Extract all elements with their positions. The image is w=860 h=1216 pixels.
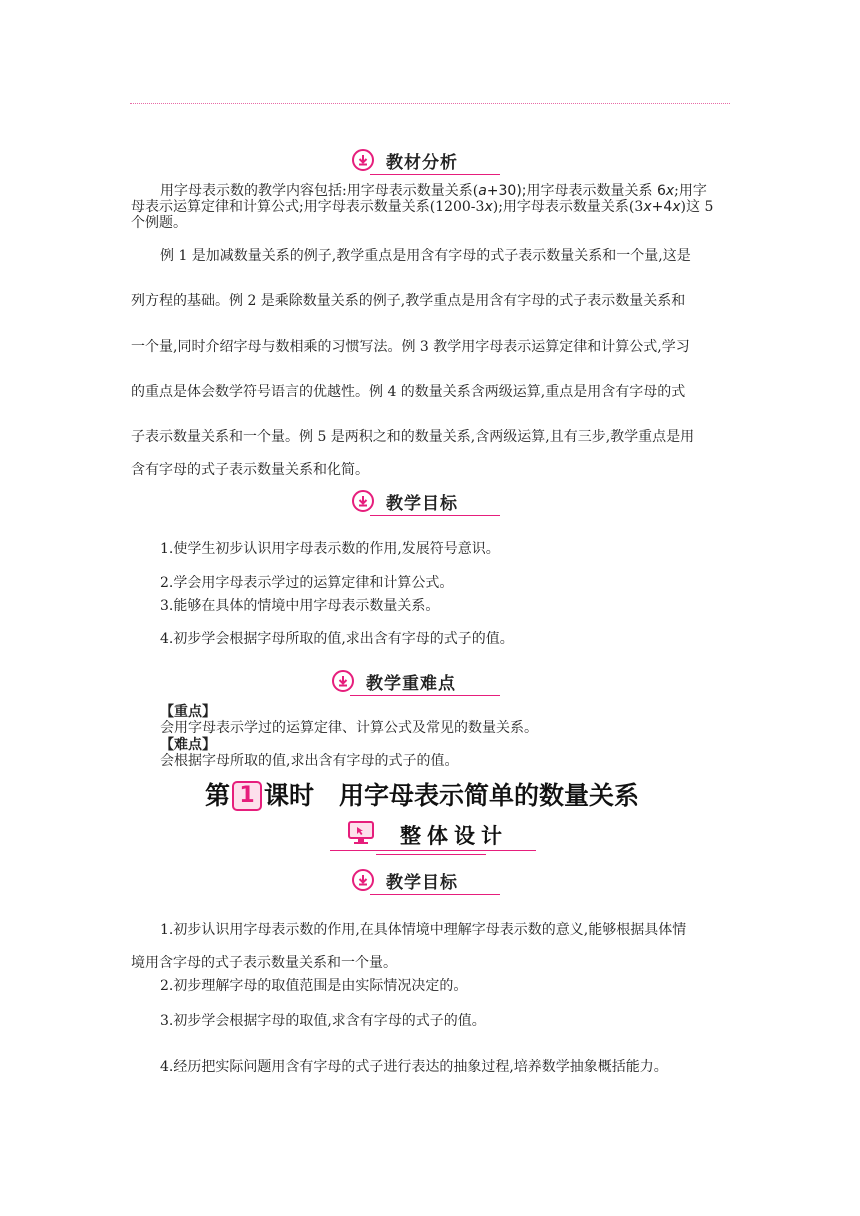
analysis-example-line-2: 列方程的基础。例 2 是乘除数量关系的例子,教学重点是用含有字母的式子表示数量关系和: [131, 293, 686, 309]
difficult-point-text: 会根据字母所取的值,求出含有字母的式子的值。: [160, 753, 459, 769]
download-arrow-icon: [352, 869, 374, 891]
section-underline: [350, 695, 500, 696]
analysis-intro-line-3: 个例题。: [131, 215, 187, 231]
download-arrow-icon: [352, 490, 374, 512]
section-title: 教材分析: [386, 153, 458, 173]
lesson-title: [205, 776, 639, 810]
section-underline: [370, 515, 500, 516]
monitor-icon: [348, 821, 374, 849]
difficult-point-label: 【难点】: [160, 737, 216, 753]
goal-item-2: 2.学会用字母表示学过的运算定律和计算公式。: [160, 575, 454, 591]
section-heading-lesson-goals: [350, 866, 505, 896]
section-heading-analysis: [350, 146, 505, 176]
lesson-name: 课时 用字母表示简单的数量关系: [264, 781, 640, 810]
analysis-intro-line-1: 用字母表示数的教学内容包括:用字母表示数量关系(a+30);用字母表示数量关系 6x;用字: [160, 183, 707, 199]
header-rule: [130, 103, 730, 104]
lesson-goal-1-line-2: 境用含字母的式子表示数量关系和一个量。: [131, 955, 397, 971]
lesson-number-badge: 1: [232, 781, 262, 811]
overall-design-title: 整体设计: [400, 824, 508, 848]
lesson-goal-4: 4.经历把实际问题用含有字母的式子进行表达的抽象过程,培养数学抽象概括能力。: [160, 1059, 668, 1075]
analysis-example-line-4: 的重点是体会数学符号语言的优越性。例 4 的数量关系含两级运算,重点是用含有字母的式: [131, 384, 686, 400]
section-title: 教学目标: [386, 494, 458, 514]
analysis-example-line-3: 一个量,同时介绍字母与数相乘的习惯写法。例 3 教学用字母表示运算定律和计算公式,学习: [131, 339, 690, 355]
lesson-goal-3: 3.初步学会根据字母的取值,求含有字母的式子的值。: [160, 1013, 486, 1029]
lesson-prefix: 第: [205, 781, 231, 810]
overall-design-underline: [330, 850, 536, 851]
goal-item-4: 4.初步学会根据字母所取的值,求出含有字母的式子的值。: [160, 631, 514, 647]
lesson-goal-2: 2.初步理解字母的取值范围是由实际情况决定的。: [160, 978, 468, 994]
analysis-example-line-6: 含有字母的式子表示数量关系和化简。: [131, 462, 369, 478]
download-arrow-icon: [332, 670, 354, 692]
overall-design-underline-inner: [376, 854, 486, 855]
analysis-example-line-5: 子表示数量关系和一个量。例 5 是两积之和的数量关系,含两级运算,且有三步,教学重点是用: [131, 429, 695, 445]
key-point-text: 会用字母表示学过的运算定律、计算公式及常见的数量关系。: [160, 720, 538, 736]
overall-design-heading: [330, 818, 536, 852]
analysis-intro-line-2: 母表示运算定律和计算公式;用字母表示数量关系(1200-3x);用字母表示数量关系(3x+4x)这 5: [131, 199, 714, 215]
analysis-example-line-1: 例 1 是加减数量关系的例子,教学重点是用含有字母的式子表示数量关系和一个量,这是: [160, 248, 691, 264]
section-underline: [370, 174, 500, 175]
section-title: 教学目标: [386, 873, 458, 893]
lesson-goal-1-line-1: 1.初步认识用字母表示数的作用,在具体情境中理解字母表示数的意义,能够根据具体情: [160, 922, 687, 938]
goal-item-1: 1.使学生初步认识用字母表示数的作用,发展符号意识。: [160, 541, 500, 557]
section-heading-goals: [350, 487, 505, 517]
goal-item-3: 3.能够在具体的情境中用字母表示数量关系。: [160, 598, 440, 614]
section-underline: [370, 894, 500, 895]
section-heading-keypoints: [330, 667, 508, 697]
key-point-label: 【重点】: [160, 704, 216, 720]
download-arrow-icon: [352, 149, 374, 171]
section-title: 教学重难点: [366, 674, 456, 694]
